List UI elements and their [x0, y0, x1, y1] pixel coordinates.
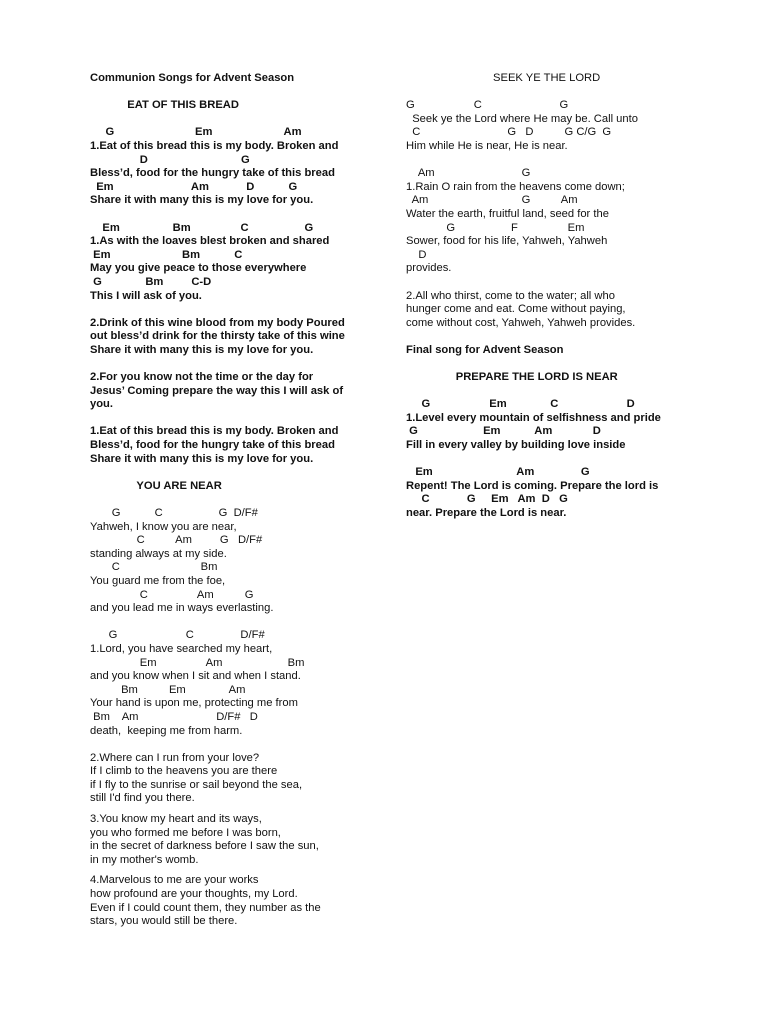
lyric-line: D	[406, 248, 427, 261]
lyric-line: 1.Rain O rain from the heavens come down;	[406, 180, 625, 193]
lyric-line: G C G D/F#	[90, 507, 258, 519]
lyric-line: you.	[90, 398, 113, 411]
spacer	[90, 493, 390, 507]
lyric-line: Em Am D G	[90, 180, 298, 193]
spacer	[90, 412, 390, 426]
lyric-line: G C D/F#	[90, 629, 265, 642]
lyric-line: provides.	[406, 262, 452, 275]
lyric-line: Bless’d, food for the hungry take of this bread	[90, 439, 335, 452]
lyric-line: Em Am G	[406, 466, 590, 479]
lyric-line: death, keeping me from harm.	[90, 724, 243, 737]
lyric-line: 2.Where can I run from your love?	[90, 751, 260, 764]
lyric-line: This I will ask of you.	[90, 289, 202, 302]
lyric-line: Share it with many this is my love for you.	[90, 194, 314, 207]
lyric-line: you who formed me before I was born,	[90, 826, 281, 839]
spacer	[406, 357, 706, 371]
lyric-line: You guard me from the foe,	[90, 574, 226, 587]
lyric-line: Am G	[406, 167, 531, 180]
lyric-line: Water the earth, fruitful land, seed for the	[406, 207, 609, 220]
lyric-line: Repent! The Lord is coming. Prepare the lord is	[406, 479, 659, 492]
lyric-line: G Em Am D	[406, 425, 601, 438]
lyric-line: and you lead me in ways everlasting.	[90, 602, 274, 615]
lyric-line: Em Am Bm	[90, 656, 305, 669]
lyric-line: If I climb to the heavens you are there	[90, 765, 278, 778]
lyric-line: G Em Am	[90, 126, 302, 139]
lyric-line: 1.Eat of this bread this is my body. Broken and	[90, 139, 339, 152]
lyric-line: D G	[90, 153, 250, 166]
lyric-line: Communion Songs for Advent Season	[90, 72, 295, 84]
lyric-line: G C G	[406, 99, 569, 112]
lyric-line: how profound are your thoughts, my Lord.	[90, 888, 298, 901]
lyric-line: and you know when I sit and when I stand.	[90, 670, 301, 683]
spacer	[90, 806, 390, 813]
lyric-line: Your hand is upon me, protecting me from	[90, 697, 298, 710]
lyric-line: 1.Lord, you have searched my heart,	[90, 642, 273, 655]
spacer	[406, 154, 706, 168]
lyric-line: Fill in every valley by building love inside	[406, 439, 626, 452]
lyric-line: C Am G	[90, 588, 254, 601]
lyric-line: Em Bm C G	[90, 221, 314, 234]
lyric-line: EAT OF THIS BREAD	[90, 99, 239, 112]
lyric-line: Even if I could count them, they number as the	[90, 901, 321, 914]
left-column	[90, 72, 390, 929]
lyric-line: G F Em	[406, 221, 585, 234]
lyric-line: hunger come and eat. Come without paying,	[406, 303, 626, 316]
spacer	[90, 466, 390, 480]
lyric-line: Bless’d, food for the hungry take of this bread	[90, 167, 335, 180]
spacer	[406, 276, 706, 290]
lyric-line: PREPARE THE LORD IS NEAR	[406, 371, 618, 384]
spacer	[90, 616, 390, 630]
lyric-line: Yahweh, I know you are near,	[90, 520, 237, 533]
spacer	[90, 208, 390, 222]
spacer	[90, 86, 390, 100]
lyric-line: G Bm C-D	[90, 275, 212, 288]
spacer	[90, 113, 390, 127]
lyric-line: if I fly to the sunrise or sail beyond the sea,	[90, 778, 303, 791]
lyric-line: C G D G C/G G	[406, 126, 612, 139]
lyric-line: 1.As with the loaves blest broken and shared	[90, 235, 330, 248]
lyric-line: Sower, food for his life, Yahweh, Yahweh	[406, 235, 608, 248]
right-column	[406, 72, 706, 521]
spacer	[406, 453, 706, 467]
lyric-line: out bless’d drink for the thirsty take of this wine	[90, 330, 345, 343]
lyric-line: Bm Em Am	[90, 683, 246, 696]
spacer	[90, 738, 390, 752]
lyric-line: stars, you would still be there.	[90, 915, 238, 928]
spacer	[406, 86, 706, 100]
lyric-line: in my mother's womb.	[90, 853, 199, 866]
lyric-line: Em Bm C	[90, 248, 243, 261]
spacer	[90, 303, 390, 317]
lyric-line: near. Prepare the Lord is near.	[406, 507, 567, 519]
lyric-line: C Bm	[90, 561, 218, 574]
spacer	[90, 867, 390, 874]
lyric-line: Him while He is near, He is near.	[406, 139, 568, 152]
lyric-line: Am G Am	[406, 194, 578, 207]
lyric-line: Final song for Advent Season	[406, 343, 564, 356]
lyric-line: G Em C D	[406, 398, 635, 411]
lyric-line: come without cost, Yahweh, Yahweh provides.	[406, 316, 636, 329]
lyric-line: May you give peace to those everywhere	[90, 262, 307, 275]
lyric-line: 2.Drink of this wine blood from my body Poured	[90, 316, 345, 329]
lyric-line: 2.All who thirst, come to the water; all who	[406, 289, 615, 302]
spacer	[406, 385, 706, 399]
lyric-line: 1.Eat of this bread this is my body. Broken and	[90, 425, 339, 438]
lyric-line: SEEK YE THE LORD	[406, 72, 601, 84]
lyric-line: Jesus’ Coming prepare the way this I will ask of	[90, 384, 344, 397]
lyric-line: Seek ye the Lord where He may be. Call unto	[406, 112, 638, 125]
lyric-line: standing always at my side.	[90, 547, 227, 560]
lyric-line: YOU ARE NEAR	[90, 479, 222, 492]
lyric-line: 2.For you know not the time or the day for	[90, 371, 314, 384]
lyric-line: in the secret of darkness before I saw the sun,	[90, 840, 319, 853]
lyric-line: C Am G D/F#	[90, 534, 263, 547]
lyric-line: 3.You know my heart and its ways,	[90, 813, 262, 826]
lyric-line: still I'd find you there.	[90, 792, 195, 805]
spacer	[90, 357, 390, 371]
spacer	[406, 330, 706, 344]
lyric-line: 1.Level every mountain of selfishness and pride	[406, 411, 661, 424]
lyric-line: 4.Marvelous to me are your works	[90, 874, 259, 887]
lyric-line: Bm Am D/F# D	[90, 710, 258, 723]
lyric-line: Share it with many this is my love for you.	[90, 343, 314, 356]
lyric-line: C G Em Am D G	[406, 493, 568, 506]
lyric-line: Share it with many this is my love for you.	[90, 452, 314, 465]
